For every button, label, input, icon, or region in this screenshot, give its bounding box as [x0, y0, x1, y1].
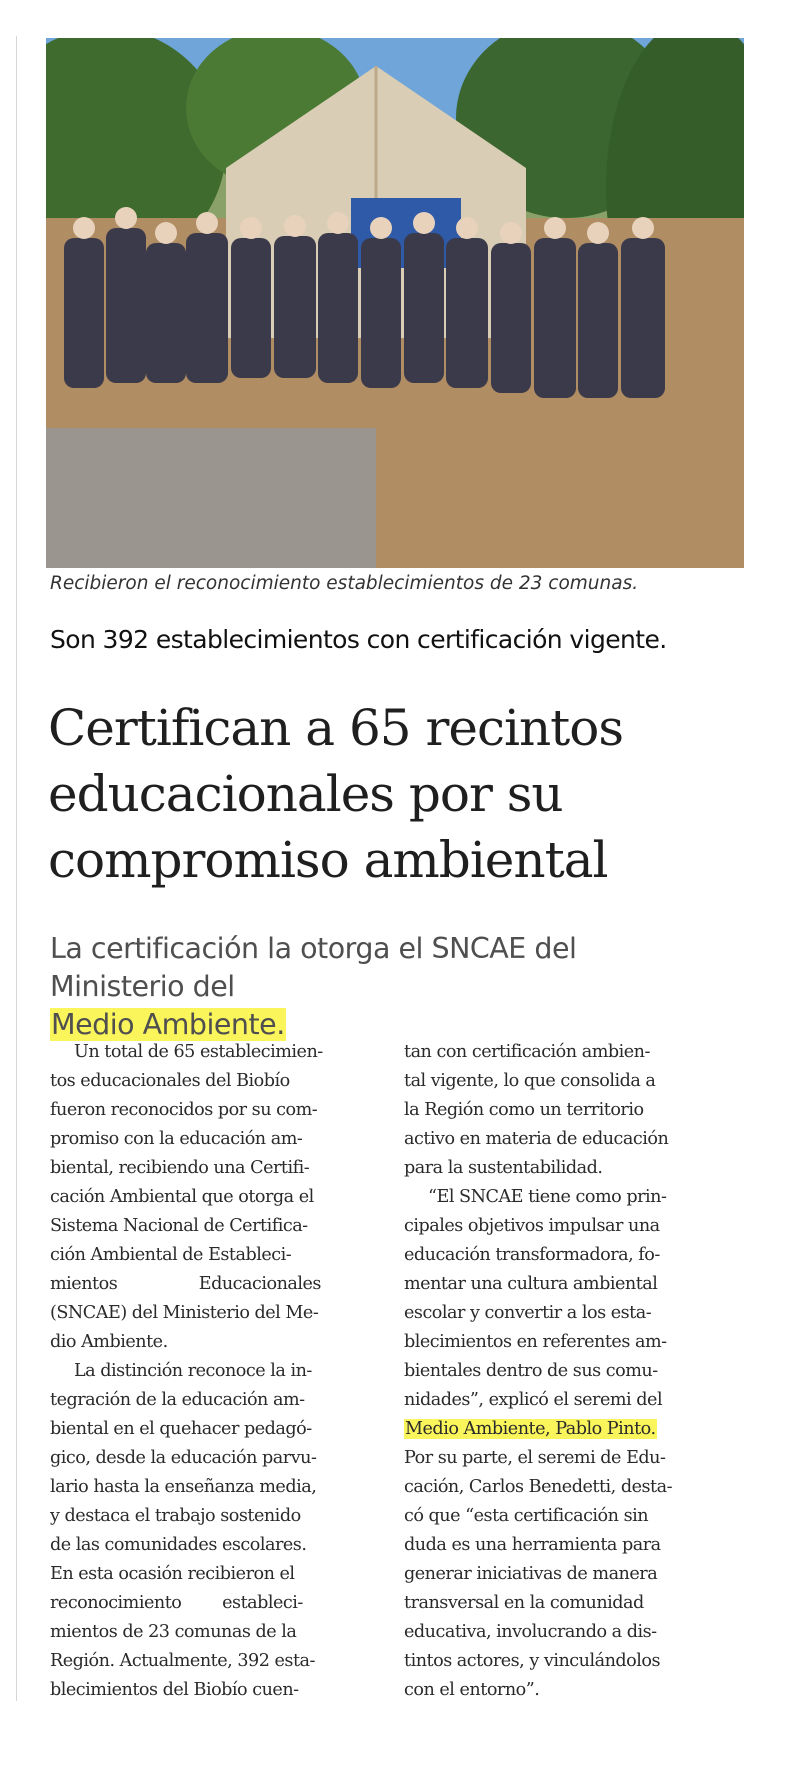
body-line — [404, 1415, 742, 1444]
body-line: transversal en la comunidad — [404, 1593, 644, 1613]
body-line: reconocimiento estableci- — [50, 1593, 303, 1613]
body-line: cación Ambiental que otorga el — [50, 1187, 314, 1207]
body-column-left — [50, 1038, 388, 1705]
body-line: fueron reconocidos por su com- — [50, 1100, 318, 1120]
body-line: educativa, involucrando a dis- — [404, 1622, 657, 1642]
body-line: de las comunidades escolares. — [50, 1535, 307, 1555]
highlighted-text: Medio Ambiente, Pablo Pinto. — [405, 1419, 656, 1439]
body-line: ción Ambiental de Estableci- — [50, 1245, 292, 1265]
body-line: y destaca el trabajo sostenido — [50, 1506, 301, 1526]
body-line: “El SNCAE tiene como prin- — [428, 1187, 667, 1207]
body-line: nidades”, explicó el seremi del — [404, 1390, 663, 1410]
body-line: dio Ambiente. — [50, 1332, 168, 1352]
body-line: mientos de 23 comunas de la — [50, 1622, 297, 1642]
subhead-line — [50, 968, 770, 1044]
photo-caption: Recibieron el reconocimiento establecimientos de 23 comunas. — [50, 573, 639, 594]
body-line: blecimientos del Biobío cuen- — [50, 1680, 299, 1700]
body-line: tan con certificación ambien- — [404, 1042, 650, 1062]
page-left-rule — [16, 36, 17, 1701]
body-line: En esta ocasión recibieron el — [50, 1564, 295, 1584]
body-line: mientos Educacionales — [50, 1274, 321, 1294]
article-kicker: Son 392 establecimientos con certificación vigente. — [50, 625, 667, 654]
subhead-line: La certificación la otorga el SNCAE del — [50, 932, 577, 965]
body-line: blecimientos en referentes am- — [404, 1332, 667, 1352]
group-photo-icon — [46, 38, 744, 568]
body-line: cipales objetivos impulsar una — [404, 1216, 660, 1236]
body-line: Sistema Nacional de Certifica- — [50, 1216, 308, 1236]
body-line: mentar una cultura ambiental — [404, 1274, 658, 1294]
body-line: duda es una herramienta para — [404, 1535, 661, 1555]
body-line: cación, Carlos Benedetti, desta- — [404, 1477, 673, 1497]
body-line: generar iniciativas de manera — [404, 1564, 658, 1584]
body-line: tos educacionales del Biobío — [50, 1071, 290, 1091]
body-line: bientales dentro de sus comu- — [404, 1361, 658, 1381]
subhead-text: Ministerio del — [50, 970, 235, 1003]
body-line: Por su parte, el seremi de Edu- — [404, 1448, 666, 1468]
article-subhead — [50, 930, 770, 1044]
body-line: Un total de 65 establecimien- — [74, 1042, 323, 1062]
body-line: biental, recibiendo una Certifi- — [50, 1158, 310, 1178]
article-photo — [46, 38, 744, 568]
highlighted-text: Medio Ambiente. — [51, 1008, 285, 1041]
body-column-right — [404, 1038, 742, 1705]
body-line: tegración de la educación am- — [50, 1390, 305, 1410]
body-line: la Región como un territorio — [404, 1100, 644, 1120]
body-line: escolar y convertir a los esta- — [404, 1303, 652, 1323]
body-line: La distinción reconoce la in- — [74, 1361, 312, 1381]
body-line: para la sustentabilidad. — [404, 1158, 603, 1178]
body-line: activo en materia de educación — [404, 1129, 669, 1149]
body-line: educación transformadora, fo- — [404, 1245, 660, 1265]
body-line: promiso con la educación am- — [50, 1129, 303, 1149]
article-headline — [48, 695, 778, 893]
body-line: con el entorno”. — [404, 1680, 540, 1700]
body-line: tintos actores, y vinculándolos — [404, 1651, 661, 1671]
headline-line: Certifican a 65 recintos — [48, 699, 623, 757]
body-line: có que “esta certificación sin — [404, 1506, 649, 1526]
body-line: tal vigente, lo que consolida a — [404, 1071, 656, 1091]
headline-line: compromiso ambiental — [48, 831, 608, 889]
headline-line: educacionales por su — [48, 765, 563, 823]
body-line: (SNCAE) del Ministerio del Me- — [50, 1303, 319, 1323]
body-line: biental en el quehacer pedagó- — [50, 1419, 312, 1439]
body-line: gico, desde la educación parvu- — [50, 1448, 317, 1468]
body-line: lario hasta la enseñanza media, — [50, 1477, 317, 1497]
body-line: Región. Actualmente, 392 esta- — [50, 1651, 315, 1671]
